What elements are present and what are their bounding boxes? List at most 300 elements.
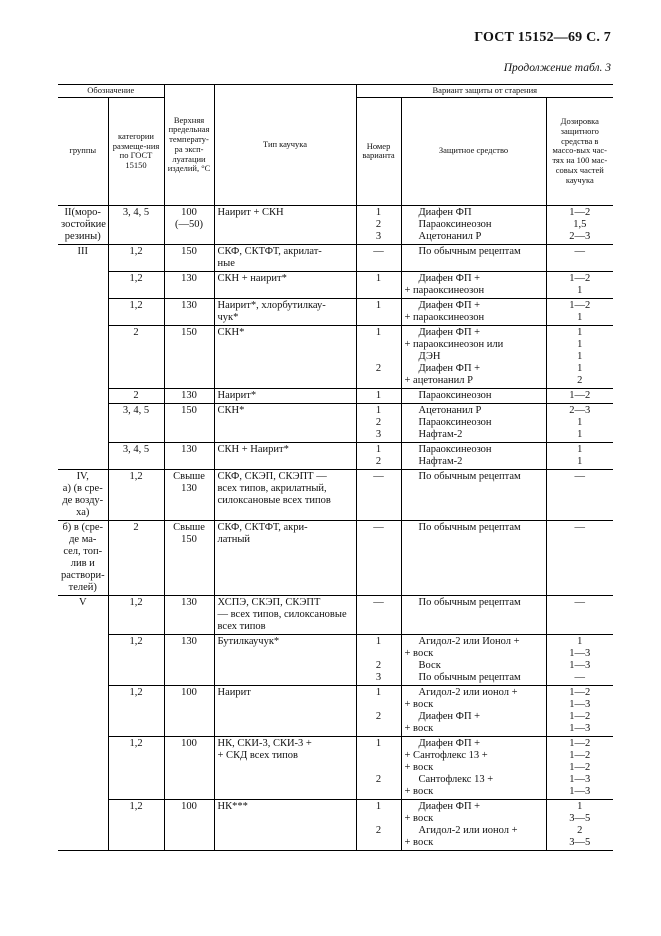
cell-protective-agent-line: По обычным рецептам bbox=[418, 521, 521, 533]
cell-protective-agent bbox=[401, 271, 546, 298]
cell-variant-number-line bbox=[360, 339, 398, 351]
cell-protective-agent-line: Диафен ФП + bbox=[418, 272, 481, 284]
cell-rubber-type-line: НК*** bbox=[217, 800, 248, 812]
cell-variant-number bbox=[356, 244, 401, 271]
cell-temperature bbox=[164, 595, 214, 634]
cell-rubber-type bbox=[214, 799, 356, 850]
cell-group bbox=[58, 799, 108, 850]
cell-variant-number-line bbox=[360, 648, 398, 660]
cell-protective-agent-line: + воск bbox=[404, 647, 434, 659]
cell-variant-number-line bbox=[360, 351, 398, 363]
cell-protective-agent-line: По обычным рецептам bbox=[418, 245, 521, 257]
cell-category bbox=[108, 205, 164, 244]
cell-protective-agent bbox=[401, 469, 546, 520]
cell-group-line: раствори- bbox=[61, 569, 105, 581]
cell-protective-agent-line: Агидол-2 или ионол + bbox=[418, 824, 518, 836]
cell-category bbox=[108, 469, 164, 520]
table-row bbox=[58, 388, 613, 403]
cell-protective-agent bbox=[401, 325, 546, 388]
cell-variant-number-line: — bbox=[373, 245, 384, 257]
cell-protective-agent bbox=[401, 388, 546, 403]
cell-dosage-line: 1—2 bbox=[569, 737, 591, 749]
cell-category bbox=[108, 736, 164, 799]
cell-protective-agent bbox=[401, 520, 546, 595]
cell-variant-number bbox=[356, 634, 401, 685]
cell-variant-number bbox=[356, 520, 401, 595]
cell-dosage bbox=[546, 325, 613, 388]
cell-dosage-line: 2—3 bbox=[569, 230, 591, 242]
cell-rubber-type-line: Наирит*, хлорбутилкау- bbox=[217, 299, 326, 311]
cell-temperature bbox=[164, 271, 214, 298]
cell-category bbox=[108, 685, 164, 736]
cell-temperature-line: 150 bbox=[181, 326, 197, 338]
cell-variant-number-line bbox=[360, 762, 398, 774]
cell-temperature bbox=[164, 388, 214, 403]
cell-rubber-type-line: Наирит + СКН bbox=[217, 206, 284, 218]
cell-variant-number bbox=[356, 685, 401, 736]
header-designation: Обозначение bbox=[58, 85, 164, 98]
cell-rubber-type-line: всех типов, акрилатный, bbox=[217, 482, 327, 494]
cell-temperature-line: 100 bbox=[181, 686, 197, 698]
cell-rubber-type bbox=[214, 520, 356, 595]
cell-dosage-line: — bbox=[574, 245, 586, 257]
cell-dosage-line: 1 bbox=[577, 311, 583, 323]
cell-temperature-line: 130 bbox=[181, 596, 197, 608]
cell-dosage-line: — bbox=[574, 521, 586, 533]
cell-rubber-type-line: СКФ, СКТФТ, акрилат- bbox=[217, 245, 322, 257]
table-row bbox=[58, 469, 613, 520]
cell-temperature-line: 130 bbox=[181, 443, 197, 455]
cell-dosage-line: 2 bbox=[577, 824, 583, 836]
table-row bbox=[58, 520, 613, 595]
cell-temperature bbox=[164, 520, 214, 595]
cell-temperature-line: 150 bbox=[181, 533, 197, 545]
cell-category-line: 1,2 bbox=[129, 470, 143, 482]
cell-protective-agent bbox=[401, 403, 546, 442]
table-row bbox=[58, 205, 613, 244]
cell-protective-agent bbox=[401, 244, 546, 271]
cell-dosage-line: 1 bbox=[577, 455, 583, 467]
cell-protective-agent-line: + параоксинеозон bbox=[404, 284, 485, 296]
cell-variant-number-line bbox=[360, 813, 398, 825]
cell-category-line: 1,2 bbox=[129, 299, 143, 311]
cell-protective-agent-line: Диафен ФП + bbox=[418, 737, 481, 749]
cell-group-line bbox=[61, 389, 105, 401]
cell-variant-number-line: 3 bbox=[375, 428, 382, 440]
table-row bbox=[58, 325, 613, 388]
cell-variant-number-line: 2 bbox=[375, 362, 382, 374]
cell-protective-agent-line: + воск bbox=[404, 836, 434, 848]
page-header: ГОСТ 15152—69 С. 7 bbox=[474, 30, 611, 45]
cell-protective-agent-line: + параоксинеозон bbox=[404, 311, 485, 323]
cell-category-line: 1,2 bbox=[129, 245, 143, 257]
antioxidant-table bbox=[58, 84, 613, 851]
cell-protective-agent-line: По обычным рецептам bbox=[418, 596, 521, 608]
cell-dosage-line: 1—2 bbox=[569, 686, 591, 698]
cell-rubber-type-line: Бутилкаучук* bbox=[217, 635, 280, 647]
cell-temperature-line: 130 bbox=[181, 272, 197, 284]
cell-rubber-type-line: всех типов bbox=[217, 620, 266, 632]
cell-category bbox=[108, 634, 164, 685]
cell-dosage bbox=[546, 388, 613, 403]
cell-rubber-type-line: — всех типов, силоксановые bbox=[217, 608, 347, 620]
cell-variant-number-line: 3 bbox=[375, 230, 382, 242]
cell-dosage bbox=[546, 244, 613, 271]
cell-group-line bbox=[61, 686, 105, 698]
cell-category bbox=[108, 298, 164, 325]
header-protection-variant: Вариант защиты от старения bbox=[356, 85, 613, 98]
cell-group-line bbox=[61, 272, 105, 284]
cell-group-line: III bbox=[77, 245, 88, 257]
cell-variant-number-line: 2 bbox=[375, 218, 382, 230]
cell-protective-agent-line: Воск bbox=[418, 659, 441, 671]
cell-dosage-line: 1 bbox=[577, 326, 583, 338]
cell-dosage-line: 1 bbox=[577, 284, 583, 296]
cell-group-line bbox=[61, 443, 105, 455]
cell-protective-agent-line: + воск bbox=[404, 761, 434, 773]
cell-variant-number bbox=[356, 271, 401, 298]
header-protective-agent: Защитное средство bbox=[401, 97, 546, 205]
cell-temperature bbox=[164, 244, 214, 271]
cell-protective-agent-line: Диафен ФП + bbox=[418, 362, 481, 374]
cell-dosage-line: 1 bbox=[577, 428, 583, 440]
cell-protective-agent-line: Диафен ФП + bbox=[418, 299, 481, 311]
cell-category bbox=[108, 595, 164, 634]
cell-temperature bbox=[164, 469, 214, 520]
cell-group-line: лив и bbox=[70, 557, 95, 569]
cell-protective-agent bbox=[401, 685, 546, 736]
cell-group-line: IV, bbox=[76, 470, 89, 482]
cell-group bbox=[58, 205, 108, 244]
cell-rubber-type bbox=[214, 469, 356, 520]
cell-category-line: 1,2 bbox=[129, 635, 143, 647]
cell-group bbox=[58, 736, 108, 799]
cell-dosage bbox=[546, 634, 613, 685]
cell-group-line bbox=[61, 326, 105, 338]
cell-variant-number bbox=[356, 442, 401, 469]
cell-temperature bbox=[164, 685, 214, 736]
cell-rubber-type bbox=[214, 205, 356, 244]
cell-rubber-type-line: + СКД всех типов bbox=[217, 749, 298, 761]
cell-group bbox=[58, 520, 108, 595]
cell-category bbox=[108, 388, 164, 403]
cell-dosage-line: 1—2 bbox=[569, 206, 591, 218]
cell-group bbox=[58, 388, 108, 403]
cell-category-line: 1,2 bbox=[129, 596, 143, 608]
cell-dosage-line: 1—3 bbox=[569, 722, 591, 734]
cell-temperature-line: 100 bbox=[181, 206, 197, 218]
cell-dosage bbox=[546, 799, 613, 850]
cell-rubber-type-line: СКФ, СКЭП, СКЭПТ — bbox=[217, 470, 327, 482]
cell-dosage-line: 2 bbox=[577, 374, 583, 386]
cell-variant-number-line bbox=[360, 723, 398, 735]
cell-protective-agent-line: + Сантофлекс 13 + bbox=[404, 749, 488, 761]
cell-protective-agent-line: + воск bbox=[404, 812, 434, 824]
cell-temperature bbox=[164, 736, 214, 799]
cell-rubber-type-line: СКН + Наирит* bbox=[217, 443, 289, 455]
cell-group bbox=[58, 271, 108, 298]
cell-rubber-type bbox=[214, 685, 356, 736]
table-row bbox=[58, 271, 613, 298]
cell-rubber-type bbox=[214, 403, 356, 442]
cell-dosage-line: 3—5 bbox=[569, 836, 591, 848]
cell-category bbox=[108, 442, 164, 469]
cell-protective-agent-line: По обычным рецептам bbox=[418, 671, 521, 683]
cell-temperature bbox=[164, 298, 214, 325]
cell-dosage-line: 1—3 bbox=[569, 773, 591, 785]
cell-dosage-line: 1—3 bbox=[569, 698, 591, 710]
cell-rubber-type bbox=[214, 271, 356, 298]
cell-dosage-line: 1—3 bbox=[569, 647, 591, 659]
cell-group-line bbox=[61, 404, 105, 416]
cell-dosage-line: 1 bbox=[577, 338, 583, 350]
cell-temperature bbox=[164, 442, 214, 469]
cell-dosage-line: 1—2 bbox=[569, 710, 591, 722]
cell-dosage-line: 1—2 bbox=[569, 761, 591, 773]
cell-temperature-line: 100 bbox=[181, 800, 197, 812]
cell-group-line: II(моро- bbox=[64, 206, 101, 218]
cell-protective-agent bbox=[401, 298, 546, 325]
cell-variant-number-line: 1 bbox=[375, 389, 382, 401]
cell-temperature-line: Свыше bbox=[173, 470, 205, 482]
cell-protective-agent-line: По обычным рецептам bbox=[418, 470, 521, 482]
table-row bbox=[58, 244, 613, 271]
table-row bbox=[58, 442, 613, 469]
cell-rubber-type-line: Наирит bbox=[217, 686, 251, 698]
cell-dosage-line: 1 bbox=[577, 350, 583, 362]
cell-protective-agent bbox=[401, 634, 546, 685]
cell-category-line: 2 bbox=[133, 326, 139, 338]
cell-dosage-line: 1 bbox=[577, 362, 583, 374]
cell-dosage-line: 1—2 bbox=[569, 389, 591, 401]
cell-temperature-line: (—50) bbox=[175, 218, 204, 230]
cell-variant-number-line: — bbox=[373, 470, 384, 482]
cell-category bbox=[108, 271, 164, 298]
cell-group-line: де ма- bbox=[69, 533, 97, 545]
header-dosage: Дозировка защитного средства в массо-вых час-тях на 100 мас-совых частей каучука bbox=[546, 97, 613, 205]
cell-variant-number bbox=[356, 298, 401, 325]
cell-variant-number-line: 2 bbox=[375, 659, 382, 671]
cell-protective-agent bbox=[401, 205, 546, 244]
cell-group bbox=[58, 685, 108, 736]
cell-dosage-line: 1—2 bbox=[569, 749, 591, 761]
cell-protective-agent-line: Параоксинеозон bbox=[418, 218, 492, 230]
cell-dosage bbox=[546, 442, 613, 469]
cell-protective-agent bbox=[401, 442, 546, 469]
cell-category bbox=[108, 520, 164, 595]
cell-group-line: б) в (сре- bbox=[62, 521, 104, 533]
cell-protective-agent-line: ДЭН bbox=[418, 350, 441, 362]
cell-protective-agent-line: Нафтам-2 bbox=[418, 428, 463, 440]
cell-variant-number-line: — bbox=[373, 596, 384, 608]
cell-dosage bbox=[546, 685, 613, 736]
cell-variant-number bbox=[356, 205, 401, 244]
cell-group bbox=[58, 244, 108, 271]
cell-category bbox=[108, 799, 164, 850]
cell-dosage bbox=[546, 469, 613, 520]
cell-protective-agent-line: Агидол-2 или ионол + bbox=[418, 686, 518, 698]
cell-dosage bbox=[546, 271, 613, 298]
table-row bbox=[58, 403, 613, 442]
cell-group-line: зостойкие bbox=[61, 218, 106, 230]
cell-dosage-line: 1—3 bbox=[569, 659, 591, 671]
cell-temperature bbox=[164, 403, 214, 442]
cell-rubber-type bbox=[214, 442, 356, 469]
cell-group bbox=[58, 325, 108, 388]
cell-dosage-line: 1 bbox=[577, 416, 583, 428]
table-body bbox=[58, 205, 613, 850]
cell-protective-agent-line: Диафен ФП + bbox=[418, 800, 481, 812]
cell-category-line: 2 bbox=[133, 521, 139, 533]
cell-group-line: ха) bbox=[76, 506, 90, 518]
table-continuation-label: Продолжение табл. 3 bbox=[503, 62, 611, 74]
cell-dosage-line: 1 bbox=[577, 800, 583, 812]
cell-protective-agent-line: Ацетонанил Р bbox=[418, 230, 482, 242]
cell-category-line: 1,2 bbox=[129, 737, 143, 749]
cell-group-line bbox=[61, 635, 105, 647]
cell-group bbox=[58, 442, 108, 469]
header-rubber-type: Тип каучука bbox=[214, 85, 356, 206]
cell-category bbox=[108, 403, 164, 442]
table-row bbox=[58, 685, 613, 736]
cell-protective-agent-line: Диафен ФП + bbox=[418, 326, 481, 338]
table-row bbox=[58, 736, 613, 799]
cell-category bbox=[108, 244, 164, 271]
cell-temperature-line: 130 bbox=[181, 635, 197, 647]
cell-category-line: 1,2 bbox=[129, 272, 143, 284]
cell-protective-agent-line: Ацетонанил Р bbox=[418, 404, 482, 416]
cell-dosage-line: — bbox=[574, 596, 586, 608]
cell-temperature-line: Свыше bbox=[173, 521, 205, 533]
cell-dosage-line: 1 bbox=[577, 635, 583, 647]
cell-group bbox=[58, 634, 108, 685]
cell-rubber-type bbox=[214, 388, 356, 403]
cell-dosage bbox=[546, 736, 613, 799]
cell-protective-agent bbox=[401, 595, 546, 634]
cell-rubber-type-line: латный bbox=[217, 533, 251, 545]
cell-group bbox=[58, 403, 108, 442]
cell-dosage bbox=[546, 520, 613, 595]
cell-rubber-type-line: чук* bbox=[217, 311, 239, 323]
cell-temperature-line: 130 bbox=[181, 482, 197, 494]
cell-rubber-type-line: СКН* bbox=[217, 326, 245, 338]
cell-protective-agent-line: + ацетонанил Р bbox=[404, 374, 473, 386]
cell-variant-number-line bbox=[360, 375, 398, 387]
cell-dosage bbox=[546, 595, 613, 634]
cell-variant-number-line: 1 bbox=[375, 299, 382, 311]
cell-dosage bbox=[546, 205, 613, 244]
cell-group-line: телей) bbox=[68, 581, 97, 593]
cell-category-line: 3, 4, 5 bbox=[122, 443, 150, 455]
cell-variant-number bbox=[356, 403, 401, 442]
cell-dosage-line: 1—2 bbox=[569, 299, 591, 311]
cell-dosage-line: 3—5 bbox=[569, 812, 591, 824]
cell-variant-number bbox=[356, 595, 401, 634]
cell-protective-agent-line: Диафен ФП bbox=[418, 206, 472, 218]
cell-rubber-type bbox=[214, 325, 356, 388]
cell-variant-number-line: 1 bbox=[375, 635, 382, 647]
cell-rubber-type-line: СКН + наирит* bbox=[217, 272, 287, 284]
cell-rubber-type-line: силоксановые всех типов bbox=[217, 494, 331, 506]
cell-rubber-type-line: НК, СКИ-3, СКИ-3 + bbox=[217, 737, 312, 749]
cell-variant-number-line: 1 bbox=[375, 326, 382, 338]
cell-rubber-type-line: ные bbox=[217, 257, 235, 269]
cell-group bbox=[58, 469, 108, 520]
cell-dosage bbox=[546, 403, 613, 442]
cell-variant-number bbox=[356, 736, 401, 799]
table-row bbox=[58, 595, 613, 634]
cell-category-line: 1,2 bbox=[129, 800, 143, 812]
cell-dosage-line: 1,5 bbox=[573, 218, 587, 230]
cell-dosage-line: 1—3 bbox=[569, 785, 591, 797]
cell-temperature bbox=[164, 634, 214, 685]
header-group: группы bbox=[58, 97, 108, 205]
cell-group-line: а) (в сре- bbox=[62, 482, 103, 494]
cell-group-line: де возду- bbox=[62, 494, 104, 506]
cell-category-line: 1,2 bbox=[129, 686, 143, 698]
header-category: категории размеще-ния по ГОСТ 15150 bbox=[108, 97, 164, 205]
cell-rubber-type bbox=[214, 595, 356, 634]
cell-category-line: 2 bbox=[133, 389, 139, 401]
cell-protective-agent bbox=[401, 799, 546, 850]
cell-protective-agent-line: + воск bbox=[404, 785, 434, 797]
cell-variant-number-line: 1 bbox=[375, 443, 382, 455]
cell-protective-agent-line: Параоксинеозон bbox=[418, 443, 492, 455]
cell-temperature bbox=[164, 799, 214, 850]
table-row bbox=[58, 298, 613, 325]
cell-protective-agent-line: Агидол-2 или Ионол + bbox=[418, 635, 520, 647]
cell-rubber-type-line: Наирит* bbox=[217, 389, 257, 401]
cell-rubber-type bbox=[214, 298, 356, 325]
cell-dosage-line: 2—3 bbox=[569, 404, 591, 416]
cell-rubber-type bbox=[214, 244, 356, 271]
cell-group-line bbox=[61, 800, 105, 812]
cell-variant-number-line: 2 bbox=[375, 455, 382, 467]
cell-variant-number bbox=[356, 325, 401, 388]
cell-dosage-line: — bbox=[574, 470, 586, 482]
cell-group-line: V bbox=[78, 596, 87, 608]
cell-protective-agent-line: + воск bbox=[404, 698, 434, 710]
cell-temperature-line: 150 bbox=[181, 404, 197, 416]
cell-group bbox=[58, 298, 108, 325]
cell-protective-agent-line: + параоксинеозон или bbox=[404, 338, 504, 350]
cell-group-line bbox=[61, 299, 105, 311]
cell-temperature bbox=[164, 325, 214, 388]
cell-protective-agent-line: Параоксинеозон bbox=[418, 416, 492, 428]
cell-protective-agent-line: Диафен ФП + bbox=[418, 710, 481, 722]
cell-group-line bbox=[61, 737, 105, 749]
cell-dosage-line: — bbox=[574, 671, 586, 683]
cell-temperature bbox=[164, 205, 214, 244]
cell-variant-number-line: 1 bbox=[375, 686, 382, 698]
cell-rubber-type-line: СКФ, СКТФТ, акри- bbox=[217, 521, 308, 533]
cell-temperature-line: 130 bbox=[181, 389, 197, 401]
cell-variant-number-line: 1 bbox=[375, 404, 382, 416]
cell-variant-number bbox=[356, 469, 401, 520]
cell-variant-number-line: 2 bbox=[375, 773, 382, 785]
table-row bbox=[58, 634, 613, 685]
cell-category-line: 3, 4, 5 bbox=[122, 404, 150, 416]
cell-category bbox=[108, 325, 164, 388]
cell-temperature-line: 130 bbox=[181, 299, 197, 311]
cell-protective-agent-line: Сантофлекс 13 + bbox=[418, 773, 494, 785]
cell-variant-number-line: 1 bbox=[375, 206, 382, 218]
cell-variant-number-line: 2 bbox=[375, 824, 382, 836]
cell-variant-number-line: 1 bbox=[375, 800, 382, 812]
cell-variant-number-line bbox=[360, 837, 398, 849]
cell-variant-number-line: 1 bbox=[375, 272, 382, 284]
cell-variant-number-line: 1 bbox=[375, 737, 382, 749]
